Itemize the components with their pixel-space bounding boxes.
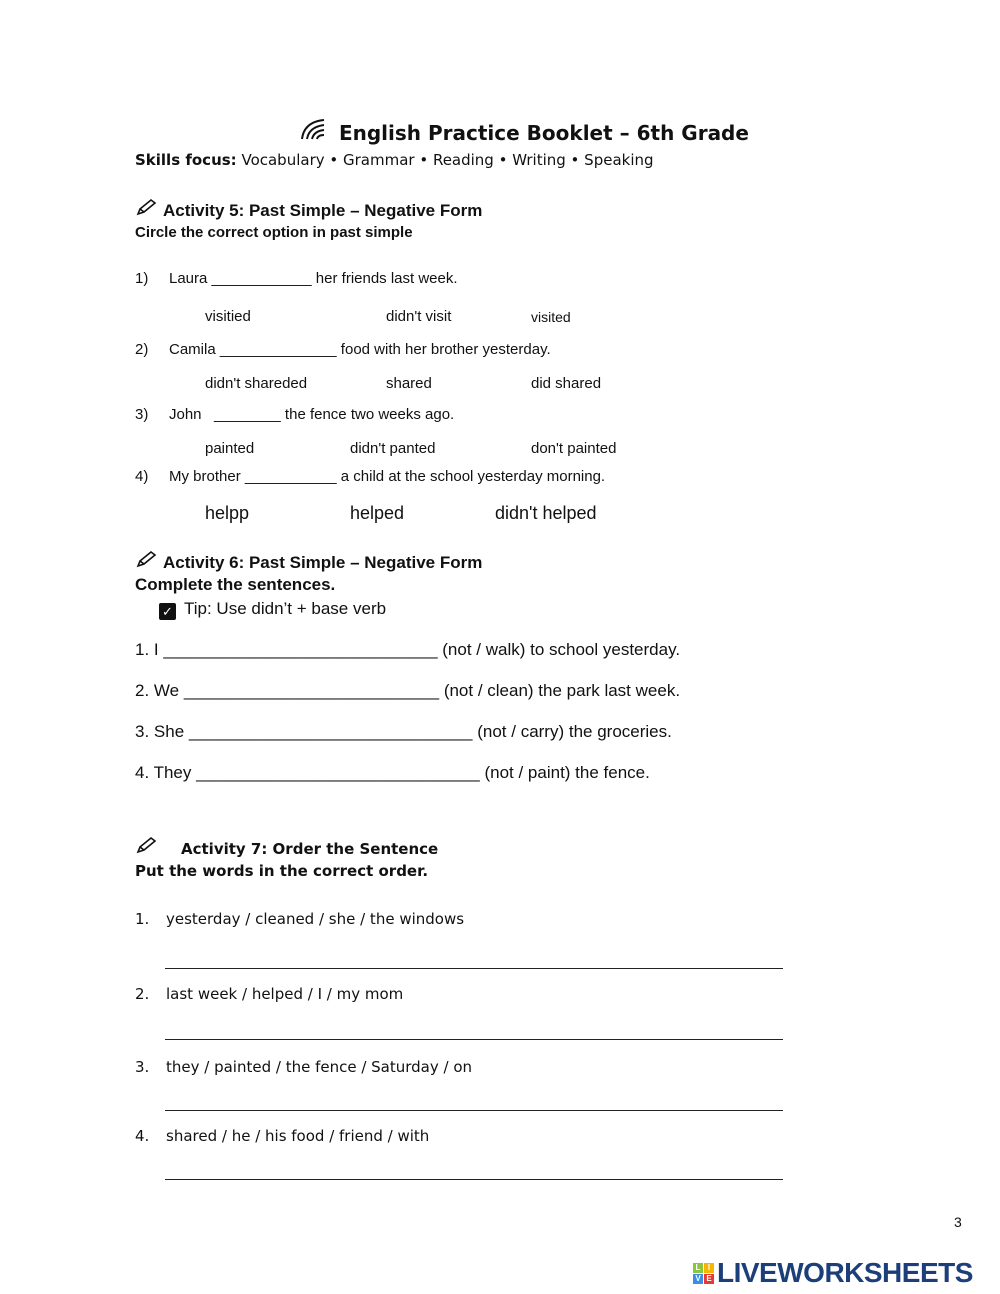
a5-q2-text: Camila ______________ food with her brother yesterday. [169,341,551,358]
page-number: 3 [954,1214,962,1230]
a7-q1-num: 1. [135,910,150,928]
answer-line[interactable] [165,1110,783,1111]
logo-text: LIVEWORKSHEETS [717,1257,973,1288]
a5-q3-option[interactable]: don't painted [531,440,617,457]
activity7-title: Activity 7: Order the Sentence [181,840,439,858]
answer-line[interactable] [165,1179,783,1180]
a7-q4-num: 4. [135,1127,150,1145]
tip-text: Tip: Use didn’t + base verb [184,599,387,618]
a7-q4-text: shared / he / his food / friend / with [166,1127,430,1145]
a5-q4-text: My brother ___________ a child at the school yesterday morning. [169,468,606,485]
answer-line[interactable] [165,1039,783,1040]
a7-q3-num: 3. [135,1058,150,1076]
activity7-heading [135,836,438,858]
pencil-icon [135,550,157,573]
activity6-title: Activity 6: Past Simple – Negative Form [163,553,483,572]
activity6-heading [135,550,482,573]
a5-q3-option[interactable]: didn't panted [350,440,436,457]
logo-tile: L [693,1263,703,1273]
a6-sentence[interactable]: 2. We ___________________________ (not / clean) the park last week. [135,681,681,700]
tip [159,599,386,620]
logo-tile: E [704,1274,714,1284]
answer-line[interactable] [165,968,783,969]
a7-q1-text: yesterday / cleaned / she / the windows [166,910,465,928]
activity5-heading [135,198,482,221]
a5-q1-text: Laura ____________ her friends last week. [169,270,458,287]
booklet-title [300,118,749,145]
a7-q2-text: last week / helped / I / my mom [166,985,404,1003]
a5-q4-num: 4) [135,468,149,485]
activity7-instruction: Put the words in the correct order. [135,862,429,880]
title-text: English Practice Booklet – 6th Grade [338,121,749,145]
a6-sentence[interactable]: 3. She ______________________________ (not / carry) the groceries. [135,722,672,741]
pencil-icon [135,836,157,858]
a7-q3-text: they / painted / the fence / Saturday / on [166,1058,473,1076]
a5-q4-option[interactable]: helped [350,503,405,523]
logo-tiles-icon [693,1263,714,1284]
a5-q2-num: 2) [135,341,149,358]
a5-q1-option[interactable]: visitied [205,308,251,325]
a5-q4-option[interactable]: helpp [205,503,250,523]
skills-label: Skills focus: [135,151,237,169]
skills-list: Vocabulary • Grammar • Reading • Writing • Speaking [241,151,654,169]
a5-q2-option[interactable]: didn't shareded [205,375,308,392]
a5-q1-num: 1) [135,270,149,287]
logo-tile: V [693,1274,703,1284]
a5-q1-option[interactable]: visited [531,309,571,325]
a5-q1-option[interactable]: didn't visit [386,308,452,325]
checkbox-icon: ✓ [159,603,176,620]
activity5-instruction: Circle the correct option in past simple [135,224,413,241]
logo-tile: I [704,1263,714,1273]
a7-q2-num: 2. [135,985,150,1003]
a6-sentence[interactable]: 4. They ______________________________ (not / paint) the fence. [135,763,650,782]
a5-q3-option[interactable]: painted [205,440,255,457]
skills-focus [135,151,654,169]
a5-q3-text: John ________ the fence two weeks ago. [169,406,455,423]
activity5-title: Activity 5: Past Simple – Negative Form [163,201,483,220]
liveworksheets-logo[interactable] [693,1257,973,1289]
a5-q2-option[interactable]: did shared [531,375,602,392]
pencil-icon [135,198,157,221]
a6-sentence[interactable]: 1. I _____________________________ (not / walk) to school yesterday. [135,640,681,659]
a5-q4-option[interactable]: didn't helped [495,503,597,523]
a5-q2-option[interactable]: shared [386,375,432,392]
rainbow-icon [300,121,333,145]
a5-q3-num: 3) [135,406,149,423]
activity6-instruction: Complete the sentences. [135,575,336,594]
